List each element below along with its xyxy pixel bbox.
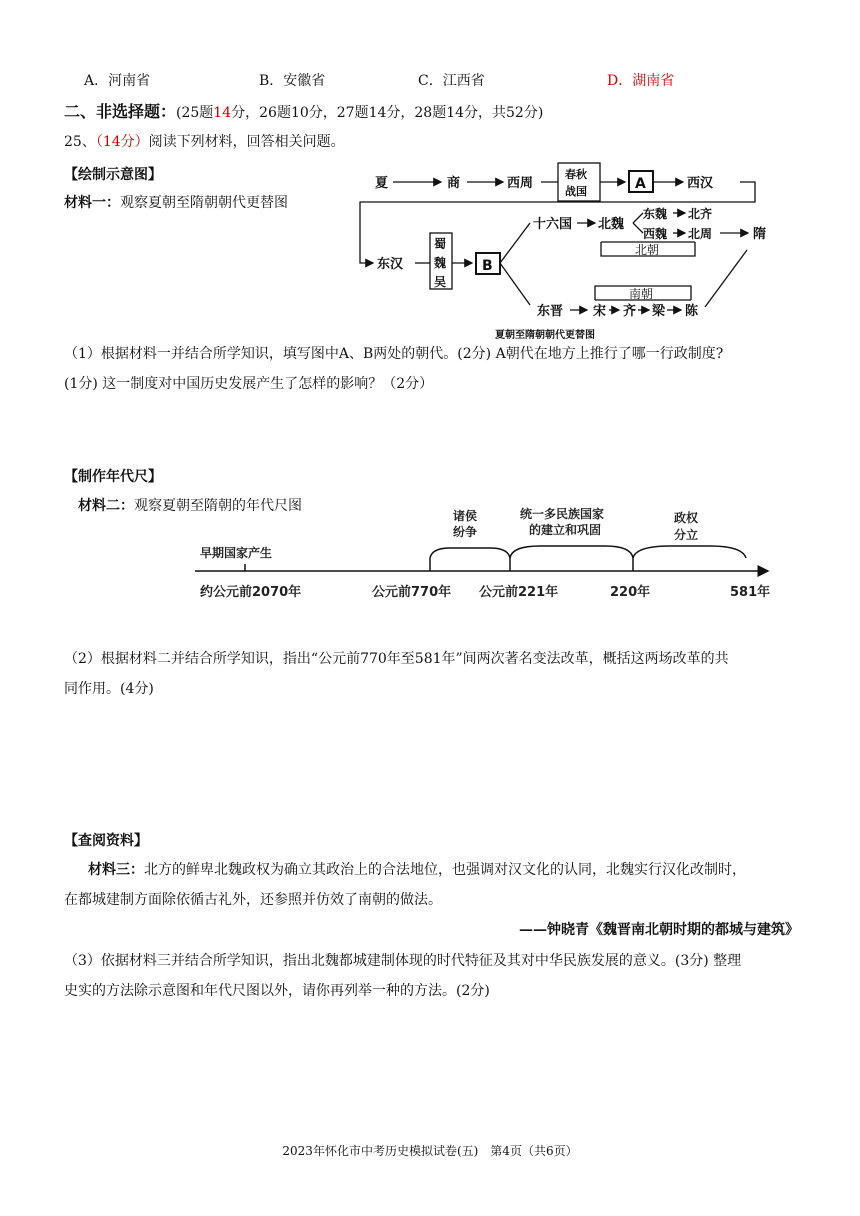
dyn-xia: 夏 [375,176,389,191]
tl-year2: 公元前770年 [372,585,452,600]
tl-year5: 581年 [730,585,771,600]
question-1-line2: (1分) 这一制度对中国历史发展产生了怎样的影响？（2分） [64,376,434,392]
question-1 [64,339,804,399]
question-2 [64,644,804,704]
dynasty-diagram [355,160,795,345]
tl-label1-l2: 纷争 [453,525,478,539]
dyn-wei: 魏 [434,256,447,270]
material1-line [64,193,288,213]
question-3-line1: （3）依据材料三并结合所学知识，指出北魏都城建制体现的时代特征及其对中华民族发展的意义。(3分) 整理 [64,953,742,969]
question-3-line2: 史实的方法除示意图和年代尺图以外，请你再列举一种的方法。(2分) [64,983,490,999]
blank-b: B [482,258,493,274]
tl-year1: 约公元前2070年 [200,585,302,600]
dyn-beiqi: 北齐 [688,207,713,221]
material3-line1: 北方的鲜卑北魏政权为确立其政治上的合法地位，也强调对汉文化的认同，北魏实行汉化改制时， [144,862,746,878]
dyn-beiwei: 北魏 [598,217,625,232]
tl-early-state: 早期国家产生 [200,546,273,560]
dyn-beizhou: 北周 [688,227,713,241]
tl-label3-l2: 分立 [674,528,699,542]
part1-heading: 【绘制示意图】 [64,167,162,183]
question-1-line1: （1）根据材料一并结合所学知识，填写图中A、B两处的朝代。(2分) A朝代在地方上推行了哪一行政制度? [64,346,724,362]
dyn-qi: 齐 [623,304,637,319]
dyn-liang: 梁 [652,304,666,319]
material2-text: 观察夏朝至隋朝的年代尺图 [134,498,302,514]
section-detail-red: 14 [213,105,232,121]
tl-year3: 公元前221年 [479,585,559,600]
timeline-chart [190,500,780,610]
section-detail-post: 分，26题10分，27题14分，28题14分，共52分) [231,105,544,121]
dyn-xizhou: 西周 [507,176,534,191]
dyn-chen: 陈 [685,304,699,319]
question-25-intro [64,132,345,152]
option-d: D．湖南省 [607,73,675,89]
material3-line1-wrap [64,855,799,885]
diagram-caption: 夏朝至隋朝朝代更替图 [495,330,595,341]
dyn-dongjin: 东晋 [537,304,564,319]
part2-heading: 【制作年代尺】 [64,469,162,485]
label-beichao: 北朝 [635,243,660,257]
material3-label: 材料三： [88,862,144,878]
question-2-line1: （2）根据材料二并结合所学知识，指出“公元前770年至581年”间两次著名变法改革，概括这两场改革的共 [64,651,729,667]
dyn-shang: 商 [447,176,461,191]
material3-block [64,855,799,945]
label-nanchao: 南朝 [629,287,654,301]
dyn-wu: 吴 [434,275,447,289]
page-footer: 2023年怀化市中考历史模拟试卷(五) 第4页（共6页） [282,1144,578,1158]
dyn-shiliuguo: 十六国 [533,217,573,232]
dyn-sui: 隋 [753,227,767,242]
tl-label3-l1: 政权 [674,511,699,525]
material3-line2: 在都城建制方面除依循古礼外，还参照并仿效了南朝的做法。 [64,892,442,908]
blank-a: A [635,176,646,192]
option-b: B．安徽省 [259,73,326,89]
question-2-line2: 同作用。(4分) [64,681,154,697]
tl-label2-l2: 的建立和巩固 [529,523,602,537]
dyn-song: 宋 [593,304,607,319]
part3-heading: 【查阅资料】 [64,833,148,849]
tl-year4: 220年 [610,585,651,600]
dyn-dongwei: 东魏 [643,207,668,221]
material2-label: 材料二： [78,498,134,514]
dyn-zhanguo: 战国 [565,185,587,198]
question-number: 25、 [64,134,96,150]
dyn-shu: 蜀 [434,237,447,251]
material3-source: ——钟晓青《魏晋南北朝时期的都城与建筑》 [519,922,799,938]
material1-text: 观察夏朝至隋朝朝代更替图 [120,195,288,211]
option-c: C．江西省 [418,73,485,89]
tl-label1-l1: 诸侯 [453,509,478,523]
dyn-chunqiu: 春秋 [565,168,587,181]
question-instruction: 阅读下列材料，回答相关问题。 [148,134,345,150]
question-score: （14分） [95,134,149,150]
question-3 [64,946,804,1006]
dyn-xihan: 西汉 [687,176,714,191]
section-heading [64,99,543,122]
tl-label2-l1: 统一多民族国家 [520,507,605,521]
section-title: 二、非选择题： [64,102,177,121]
dyn-donghan: 东汉 [377,257,404,272]
material1-label: 材料一： [64,195,120,211]
dyn-xiwei: 西魏 [643,227,668,241]
section-detail-pre: (25题 [176,105,214,121]
option-a: A．河南省 [84,73,151,89]
